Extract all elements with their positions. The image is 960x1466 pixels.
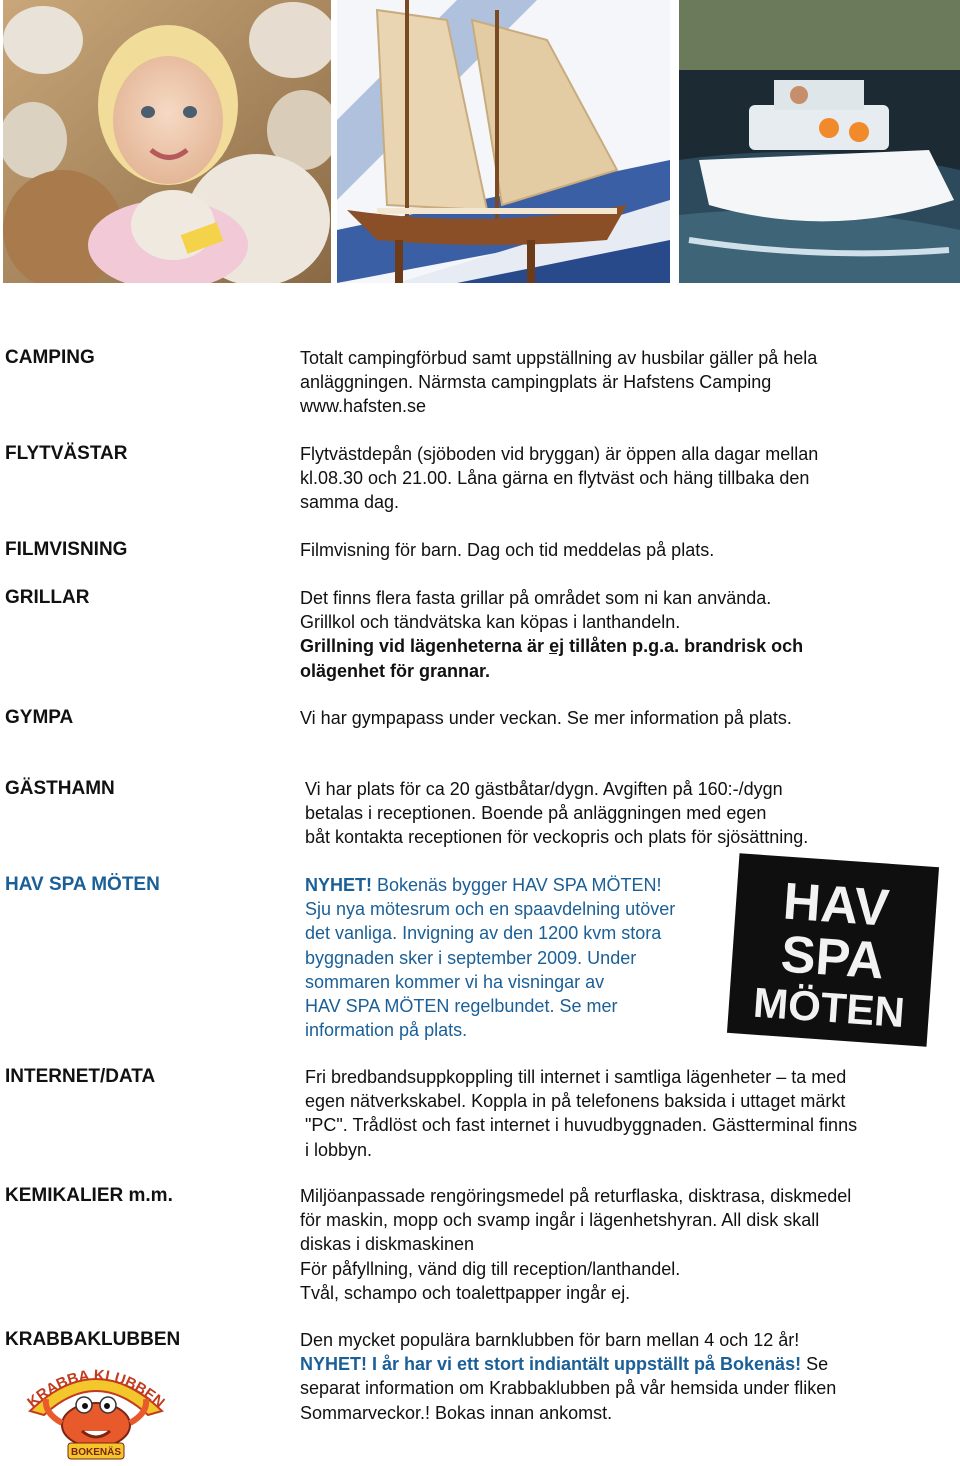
krabba-nyhet: NYHET! I år har vi ett stort indiantält uppställt på Bokenäs! (300, 1354, 802, 1375)
text-line: Vi har plats för ca 20 gästbåtar/dygn. Avgiften på 160:-/dygn (305, 779, 783, 799)
text-line: Sju nya mötesrum och en spaavdelning utöver (305, 899, 676, 920)
section-body-internet (305, 1065, 950, 1162)
text-line: "PC". Trådlöst och fast internet i huvudbyggnaden. Gästterminal finns (305, 1115, 858, 1136)
text-line: Miljöanpassade rengöringsmedel på returflaska, disktrasa, diskmedel (300, 1186, 852, 1206)
section-title-gympa: GYMPA (5, 707, 74, 728)
text-line: separat information om Krabbaklubben på vår hemsida under fliken (300, 1378, 837, 1399)
section-body-grillar (300, 586, 950, 683)
text-line: sommaren kommer vi ha visningar av (305, 971, 605, 992)
section-body-gympa (300, 706, 950, 730)
text-line: anläggningen. Närmsta campingplats är Hafstens Camping (300, 372, 772, 393)
section-title-internet: INTERNET/DATA (5, 1066, 156, 1087)
text-line: Fri bredbandsuppkoppling till internet i samtliga lägenheter – ta med (305, 1067, 847, 1087)
text-line (300, 1352, 950, 1376)
text-line: betalas i receptionen. Boende på anläggningen med egen (305, 803, 767, 824)
havspa-logo-text-1: HAV (781, 872, 892, 938)
krabba-logo-bottom-text: BOKENÄS (70, 1447, 122, 1458)
havspa-logo-text-3: MÖTEN (751, 978, 907, 1037)
text-line: samma dag. (300, 492, 400, 513)
section-title-flytvastar: FLYTVÄSTAR (5, 443, 128, 464)
text-line: Det finns flera fasta grillar på området som ni kan använda. (300, 588, 772, 608)
nyhet-label: NYHET! (305, 875, 372, 895)
text-line: Tvål, schampo och toalettpapper ingår ej. (300, 1282, 631, 1303)
sailboat-photo (337, 0, 670, 283)
text-line: information på plats. (305, 1020, 468, 1041)
krabbaklubben-logo (22, 1355, 170, 1461)
text-line: Totalt campingförbud samt uppställning av husbilar gäller på hela (300, 348, 818, 368)
text-line: kl.08.30 och 21.00. Låna gärna en flytväst och häng tillbaka den (300, 468, 810, 489)
section-body-filmvisning (300, 538, 950, 562)
girl-photo (3, 0, 331, 283)
section-title-havspa: HAV SPA MÖTEN (5, 874, 160, 895)
section-title-krabba: KRABBAKLUBBEN (5, 1329, 181, 1350)
text-line: Grillkol och tändvätska kan köpas i lanthandeln. (300, 612, 681, 633)
text-line: HAV SPA MÖTEN regelbundet. Se mer (305, 996, 618, 1017)
text-line: det vanliga. Invigning av den 1200 kvm stora (305, 923, 662, 944)
section-title-kemikalier: KEMIKALIER m.m. (5, 1185, 173, 1206)
text-span: tillåten p.g.a. brandrisk och (564, 636, 804, 657)
text-line: Den mycket populära barnklubben för barn mellan 4 och 12 år! (300, 1330, 800, 1350)
text-span: Bokenäs bygger HAV SPA MÖTEN! (372, 875, 662, 895)
grill-warning-cont: olägenhet för grannar. (300, 660, 491, 681)
section-title-camping: CAMPING (5, 347, 95, 368)
section-body-kemikalier (300, 1184, 950, 1305)
text-line: För påfyllning, vänd dig till reception/lanthandel. (300, 1258, 681, 1279)
text-line: Sommarveckor.! Bokas innan ankomst. (300, 1402, 613, 1423)
text-line: diskas i diskmaskinen (300, 1234, 475, 1255)
section-title-grillar: GRILLAR (5, 587, 90, 608)
havspa-logo (718, 850, 948, 1050)
text-line: byggnaden sker i september 2009. Under (305, 947, 637, 968)
website-link[interactable]: www.hafsten.se (300, 396, 427, 417)
section-body-krabba (300, 1328, 950, 1425)
section-body-havspa (305, 873, 735, 1042)
text-line: båt kontakta receptionen för veckopris och plats för sjösättning. (305, 827, 809, 848)
motorboat-photo (679, 0, 960, 283)
section-body-flytvastar (300, 442, 950, 515)
text-line: Vi har gympapass under veckan. Se mer information på plats. (300, 708, 792, 728)
text-line: egen nätverkskabel. Koppla in på telefonens baksida i uttaget märkt (305, 1091, 846, 1112)
text-span: Grillning vid lägenheterna är (300, 636, 550, 657)
section-title-gasthamn: GÄSTHAMN (5, 778, 115, 799)
emphasis-ej: ej (549, 636, 565, 657)
text-line: i lobbyn. (305, 1139, 373, 1160)
text-line (305, 873, 735, 897)
section-title-filmvisning: FILMVISNING (5, 539, 128, 560)
text-span: Se (801, 1354, 829, 1375)
krabba-logo-text: KRABBA KLUBBEN (24, 1366, 168, 1412)
text-line: Filmvisning för barn. Dag och tid meddelas på plats. (300, 540, 715, 560)
havspa-logo-text-2: SPA (779, 925, 886, 991)
grill-warning (300, 634, 950, 658)
text-line: för maskin, mopp och svamp ingår i lägenhetshyran. All disk skall (300, 1210, 820, 1231)
section-body-camping (300, 346, 950, 419)
section-body-gasthamn (305, 777, 950, 850)
text-line: Flytvästdepån (sjöboden vid bryggan) är öppen alla dagar mellan (300, 444, 819, 464)
